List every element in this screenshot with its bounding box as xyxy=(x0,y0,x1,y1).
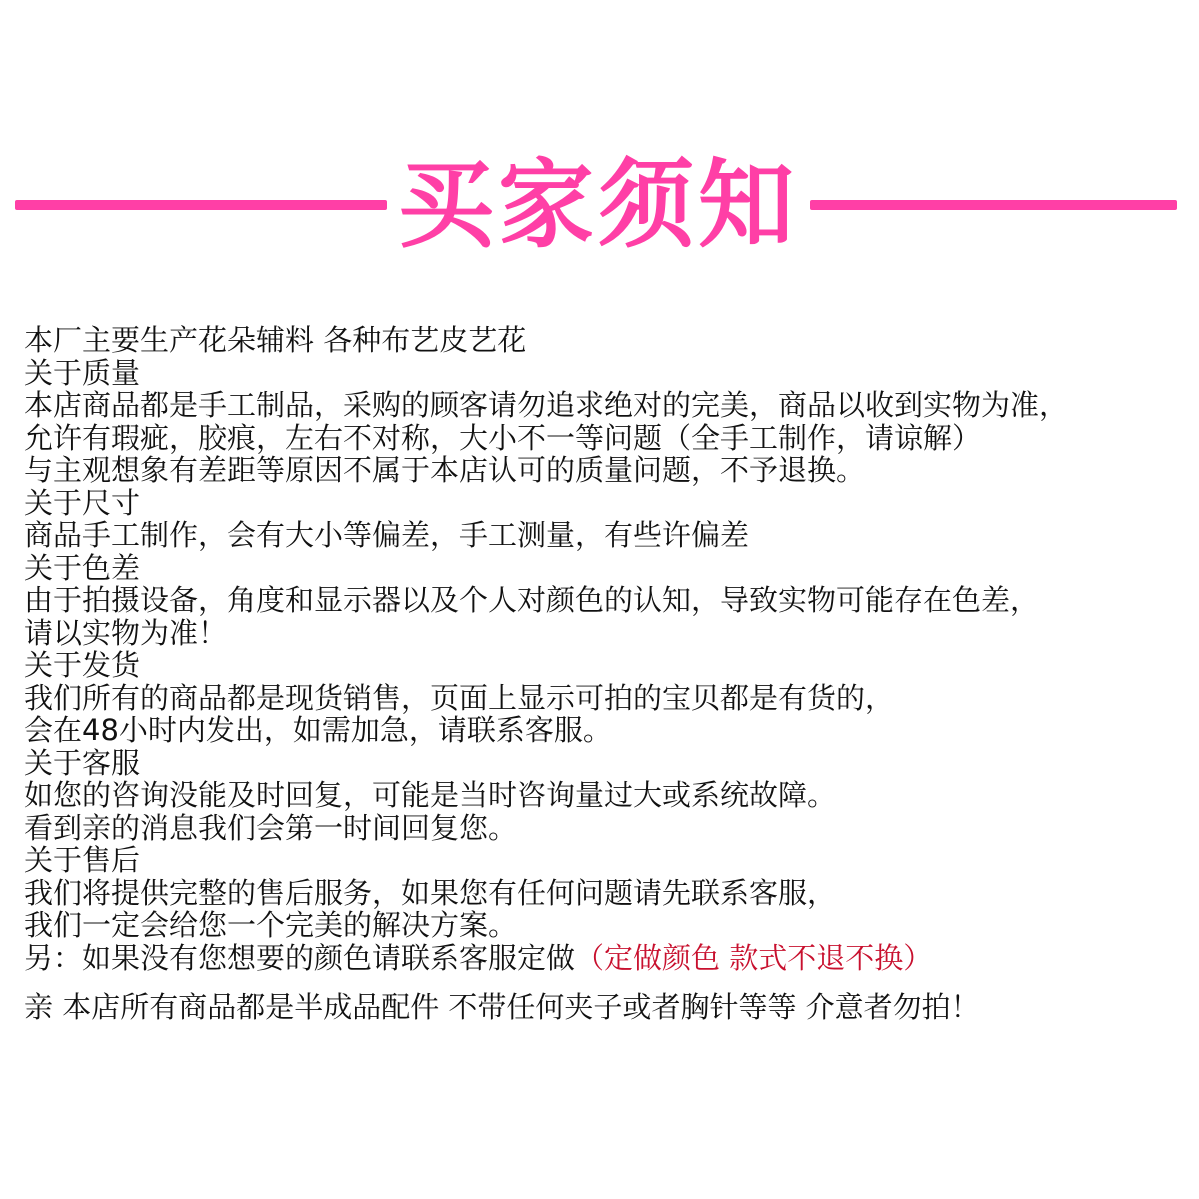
service-text-line: 如您的咨询没能及时回复，可能是当时咨询量过大或系统故障。 xyxy=(24,778,837,812)
intro-line: 本厂主要生产花朵辅料 各种布艺皮艺花 xyxy=(24,323,527,357)
quality-text-line: 与主观想象有差距等原因不属于本店认可的质量问题，不予退换。 xyxy=(24,453,866,487)
section-heading-service: 关于客服 xyxy=(24,745,141,780)
custom-order-emphasis: （定做颜色 款式不退不换） xyxy=(575,940,933,975)
title-decor-line-right xyxy=(810,200,1177,210)
quality-text-line: 允许有瑕疵，胶痕，左右不对称，大小不一等问题（全手工制作，请谅解） xyxy=(24,420,982,455)
aftersales-text-line: 我们将提供完整的售后服务，如果您有任何问题请先联系客服， xyxy=(24,875,837,910)
aftersales-text-line: 我们一定会给您一个完美的解决方案。 xyxy=(24,908,518,942)
final-disclaimer: 亲 本店所有商品都是半成品配件 不带任何夹子或者胸针等等 介意者勿拍！ xyxy=(24,990,980,1024)
shipping-text-line: 我们所有的商品都是现货销售，页面上显示可拍的宝贝都是有货的， xyxy=(24,680,895,715)
section-heading-shipping: 关于发货 xyxy=(24,648,141,682)
service-text-line: 看到亲的消息我们会第一时间回复您。 xyxy=(24,810,518,845)
section-heading-size: 关于尺寸 xyxy=(24,485,141,520)
notice-body xyxy=(24,324,1184,974)
page-title: 买家须知 xyxy=(398,149,798,261)
color-text-line: 由于拍摄设备，角度和显示器以及个人对颜色的认知，导致实物可能存在色差， xyxy=(24,583,1040,617)
custom-order-note xyxy=(24,942,1184,975)
shipping-text-line: 会在48小时内发出，如需加急，请联系客服。 xyxy=(24,713,612,747)
custom-order-text: 另：如果没有您想要的颜色请联系客服定做 xyxy=(24,940,576,975)
quality-text-line: 本店商品都是手工制品，采购的顾客请勿追求绝对的完美，商品以收到实物为准， xyxy=(24,388,1069,422)
section-heading-quality: 关于质量 xyxy=(24,355,141,390)
size-text-line: 商品手工制作，会有大小等偏差，手工测量，有些许偏差 xyxy=(24,518,750,552)
title-decor-line-left xyxy=(15,200,387,210)
section-heading-color: 关于色差 xyxy=(24,550,141,585)
section-heading-aftersales: 关于售后 xyxy=(24,843,141,877)
title-banner xyxy=(0,150,1199,260)
color-text-line: 请以实物为准！ xyxy=(24,615,228,650)
